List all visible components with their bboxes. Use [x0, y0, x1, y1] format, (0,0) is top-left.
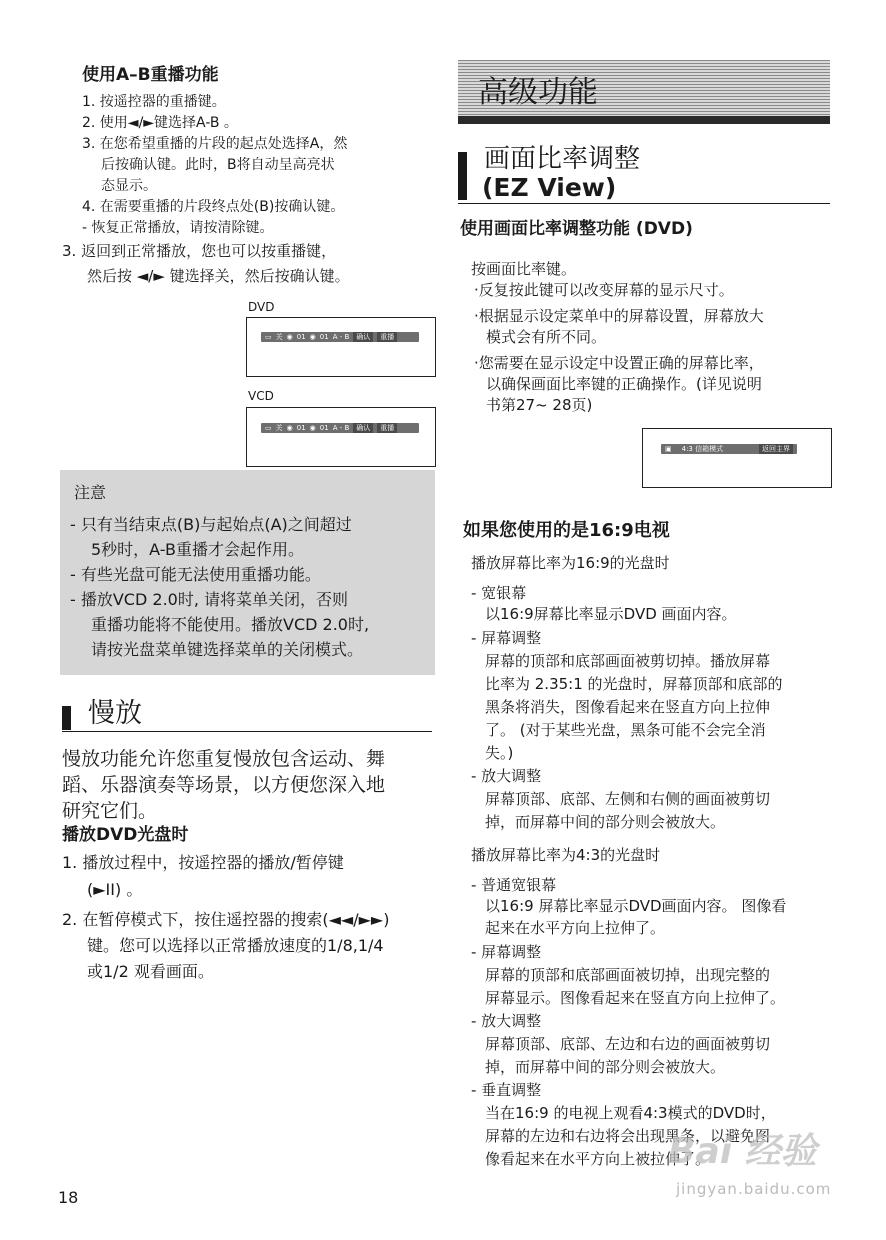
item43-2: 起来在水平方向上拉伸了。: [485, 919, 666, 937]
item169-0: - 宽银幕: [471, 584, 527, 602]
note-line-4: - 播放VCD 2.0时, 请将菜单关闭，否则: [70, 590, 349, 609]
osd-n2: 01: [319, 424, 329, 432]
ab-step-2: 2. 使用◄/►键选择A-B 。: [82, 115, 238, 131]
item169-3: 屏幕的顶部和底部画面被剪切掉。播放屏幕: [485, 652, 771, 670]
slow-step-1b: (►II) 。: [87, 880, 143, 899]
slow-intro-1: 慢放功能允许您重复慢放包含运动、舞: [62, 748, 386, 770]
note-line-2: 5秒时，A-B重播才会起作用。: [91, 540, 304, 559]
ezview-title-rule: [458, 203, 830, 204]
disc-icon: ◉: [286, 424, 293, 432]
dvd-osd-bar: [261, 332, 419, 342]
watermark-brand: Bai 经验: [668, 1131, 817, 1172]
slow-intro-3: 研究它们。: [62, 800, 158, 822]
osd-ok: 确认: [353, 423, 373, 433]
vcd-osd-bar: [261, 423, 419, 433]
repeat-icon: ▭: [265, 333, 272, 341]
tv169-title: 如果您使用的是16:9电视: [463, 520, 670, 541]
item43-11: 屏幕的左边和右边将会出现黑条，以避免图: [485, 1127, 771, 1145]
item169-5: 黑条将消失，图像看起来在竖直方向上拉伸: [485, 698, 771, 716]
item43-9: - 垂直调整: [471, 1081, 542, 1099]
disc-icon: ◉: [286, 333, 293, 341]
item169-4: 比率为 2.35:1 的光盘时，屏幕顶部和底部的: [485, 675, 783, 693]
osd-mode: 4:3 信箱模式: [681, 445, 724, 453]
repeat-icon: ▭: [265, 424, 272, 432]
slow-section-marker: [62, 706, 71, 730]
bullet-1: ·反复按此键可以改变屏幕的显示尺寸。: [474, 281, 734, 299]
item43-5: 屏幕显示。图像看起来在竖直方向上拉伸了。: [485, 989, 786, 1007]
return-step-line2: 然后按 ◄/► 键选择关，然后按确认键。: [87, 267, 350, 285]
item169-7: 失。): [485, 744, 514, 762]
disc43-heading: 播放屏幕比率为4:3的光盘时: [471, 846, 661, 864]
osd-n1: 01: [296, 424, 306, 432]
ezview-title-2: (EZ View): [482, 173, 617, 202]
note-line-1: - 只有当结束点(B)与起始点(A)之间超过: [70, 515, 352, 534]
header-title: 高级功能: [478, 75, 598, 110]
note-line-6: 请按光盘菜单键选择菜单的关闭模式。: [91, 640, 364, 659]
item43-7: 屏幕顶部、底部、左边和右边的画面被剪切: [485, 1035, 771, 1053]
osd-clear: 重播: [377, 423, 397, 433]
bullet-2a: ·根据显示设定菜单中的屏幕设置，屏幕放大: [474, 307, 764, 325]
item43-4: 屏幕的顶部和底部画面被切掉，出现完整的: [485, 966, 771, 984]
item43-3: - 屏幕调整: [471, 943, 542, 961]
slow-subtitle: 播放DVD光盘时: [62, 825, 189, 845]
dvd-label: DVD: [248, 300, 275, 314]
item43-12: 像看起来在水平方向上被拉伸了。: [485, 1150, 711, 1168]
vcd-label: VCD: [248, 389, 274, 403]
page-number: 18: [58, 1188, 79, 1207]
bullet-2b: 模式会有所不同。: [486, 328, 607, 346]
item43-10: 当在16:9 的电视上观看4:3模式的DVD时，: [485, 1104, 776, 1122]
ab-step-3c: 态显示。: [101, 178, 157, 194]
bullet-3a: ·您需要在显示设定中设置正确的屏幕比率，: [474, 354, 764, 372]
bullet-3b: 以确保画面比率键的正确操作。(详见说明: [486, 375, 762, 393]
ezview-section-marker: [458, 152, 467, 200]
osd-ab: A - B: [332, 333, 350, 341]
item43-1: 以16:9 屏幕比率显示DVD画面内容。 图像看: [485, 897, 787, 915]
item169-2: - 屏幕调整: [471, 629, 542, 647]
vcd-osd-screen: [246, 407, 436, 467]
ab-repeat-title: 使用A–B重播功能: [82, 65, 219, 85]
dvd-osd-screen: [246, 317, 436, 377]
ezview-osd-bar: [661, 444, 797, 454]
osd-off: 关: [275, 333, 283, 341]
slow-step-2c: 或1/2 观看画面。: [87, 962, 214, 981]
item169-9: 屏幕顶部、底部、左侧和右侧的画面被剪切: [485, 790, 771, 808]
press-aspect-key: 按画面比率键。: [471, 260, 577, 278]
osd-ab: A - B: [332, 424, 350, 432]
item169-1: 以16:9屏幕比率显示DVD 画面内容。: [485, 605, 737, 623]
item43-6: - 放大调整: [471, 1012, 542, 1030]
watermark-url: jingyan.baidu.com: [676, 1180, 832, 1198]
disc-icon: ◉: [309, 333, 316, 341]
note-title: 注意: [74, 483, 107, 502]
ezview-title-1: 画面比率调整: [484, 144, 641, 174]
ab-step-clear: - 恢复正常播放，请按清除键。: [82, 220, 274, 236]
osd-off: 关: [275, 424, 283, 432]
ezview-osd-screen: [642, 428, 832, 488]
ab-step-1: 1. 按遥控器的重播键。: [82, 94, 226, 110]
note-line-3: - 有些光盘可能无法使用重播功能。: [70, 565, 321, 584]
disc169-heading: 播放屏幕比率为16:9的光盘时: [471, 554, 670, 572]
bullet-3c: 书第27~ 28页): [486, 396, 593, 414]
item43-0: - 普通宽银幕: [471, 876, 557, 894]
slow-intro-2: 蹈、乐器演奏等场景，以方便您深入地: [62, 774, 386, 796]
aspect-icon: ▣: [665, 445, 672, 453]
osd-return: 返回主界: [759, 444, 793, 454]
disc-icon: ◉: [309, 424, 316, 432]
slow-step-1a: 1. 播放过程中，按遥控器的播放/暂停键: [62, 853, 344, 872]
slow-title-rule: [62, 731, 432, 732]
ab-step-3a: 3. 在您希望重播的片段的起点处选择A，然: [82, 136, 348, 152]
return-step-line1: 3. 返回到正常播放，您也可以按重播键，: [62, 242, 337, 260]
slow-step-2b: 键。您可以选择以正常播放速度的1/8,1/4: [87, 936, 384, 955]
item169-8: - 放大调整: [471, 767, 542, 785]
osd-ok: 确认: [353, 332, 373, 342]
osd-n2: 01: [319, 333, 329, 341]
ab-step-4: 4. 在需要重播的片段终点处(B)按确认键。: [82, 199, 345, 215]
osd-n1: 01: [296, 333, 306, 341]
osd-clear: 重播: [377, 332, 397, 342]
item169-10: 掉，而屏幕中间的部分则会被放大。: [485, 813, 726, 831]
note-line-5: 重播功能将不能使用。播放VCD 2.0时,: [91, 615, 370, 634]
ab-step-3b: 后按确认键。此时，B将自动呈高亮状: [101, 157, 335, 173]
ezview-subtitle: 使用画面比率调整功能 (DVD): [460, 219, 693, 239]
item169-6: 了。 (对于某些光盘，黑条可能不会完全消: [485, 721, 766, 739]
slow-step-2a: 2. 在暂停模式下，按住遥控器的搜索(◄◄/►►): [62, 910, 390, 929]
header-band-rule: [458, 116, 830, 124]
slow-title: 慢放: [88, 698, 142, 729]
item43-8: 掉，而屏幕中间的部分则会被放大。: [485, 1058, 726, 1076]
